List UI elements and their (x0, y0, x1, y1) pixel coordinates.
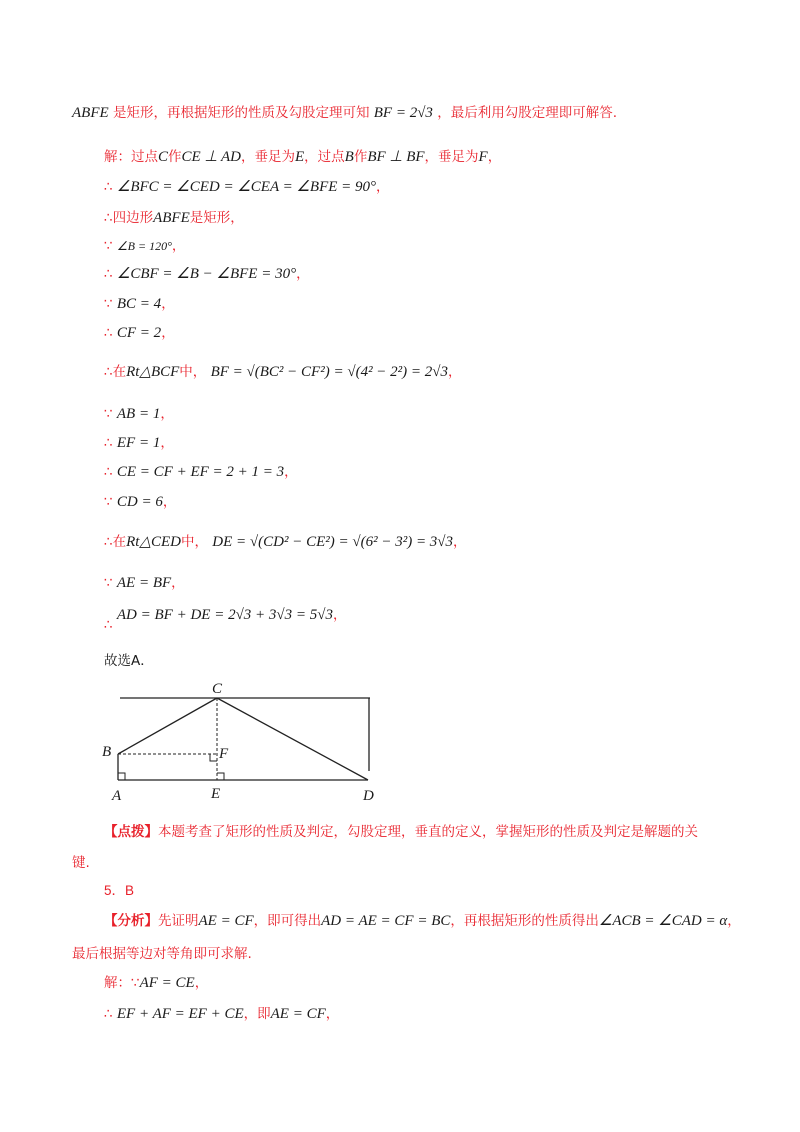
analysis-text: ， (727, 913, 741, 929)
geometry-figure (100, 676, 390, 806)
punct: ， (162, 494, 177, 510)
punct: ， (161, 325, 175, 341)
math-bf: BF = 2√3 (373, 105, 433, 121)
therefore-symbol: ∴ (104, 325, 113, 341)
comment-text: 键. (72, 855, 90, 871)
because-symbol: ∵ (104, 406, 113, 422)
step-line (104, 605, 347, 633)
step-text: 中， (180, 534, 208, 550)
answer-text: 故选A． (104, 653, 154, 669)
punct: ， (284, 464, 298, 480)
comment-line-1 (104, 822, 698, 842)
punct: ， (333, 607, 347, 623)
point-f: F (478, 149, 488, 165)
punct: ， (160, 435, 174, 451)
intro-text-2: ，最后利用勾股定理即可解答. (437, 105, 618, 121)
step-line (104, 532, 467, 552)
label-c: C (212, 681, 223, 697)
therefore-symbol: ∴ (104, 534, 113, 550)
therefore-symbol: ∴ (104, 179, 113, 195)
analysis-text: ，再根据矩形的性质得出 (450, 913, 599, 929)
step-line (104, 208, 244, 228)
step-math: CD = 6 (116, 494, 163, 510)
therefore-symbol: ∴ (104, 266, 113, 282)
analysis-text: 最后根据等边对等角即可求解. (72, 946, 252, 962)
step-math: ∠BFC = ∠CED = ∠CEA = ∠BFE = 90° (116, 179, 377, 195)
step-text: 是矩形， (189, 210, 244, 226)
comment-text: 本题考查了矩形的性质及判定，勾股定理，垂直的定义，掌握矩形的性质及判定是解题的关 (158, 824, 698, 840)
step-math: AB = 1 (116, 406, 161, 422)
step-math: AE = CF (270, 1006, 326, 1022)
punct: ， (325, 1006, 340, 1022)
because-symbol: ∵ (104, 575, 113, 591)
step-text: 在 (112, 364, 127, 380)
comment-line-2 (72, 853, 90, 873)
step-line (104, 236, 185, 256)
step-line (104, 264, 310, 284)
therefore-symbol: ∴ (104, 1006, 113, 1022)
analysis-tag: 【分析】 (104, 913, 158, 929)
step-line (104, 573, 185, 593)
right-angle-e (217, 773, 224, 780)
step-math: ∠CBF = ∠B − ∠BFE = 30° (116, 266, 297, 282)
segment-bc (118, 698, 217, 754)
point-c: C (158, 149, 169, 165)
therefore-symbol: ∴ (104, 435, 113, 451)
punct: ， (161, 296, 175, 312)
right-angle-a (118, 773, 125, 780)
label-a: A (112, 788, 122, 804)
therefore-symbol: ∴ (104, 210, 113, 226)
step-math: DE = √(CD² − CE²) = √(6² − 3²) = 3√3 (212, 534, 454, 550)
therefore-symbol: ∴ (104, 364, 113, 380)
solution-text: 解：∵ (104, 975, 140, 991)
step-line (104, 362, 462, 382)
step-math: EF + AF = EF + CE (116, 1006, 244, 1022)
step-line (104, 323, 175, 343)
sol-text: ，过点 (304, 149, 345, 165)
point-b: B (344, 149, 354, 165)
step-math: CE = CF + EF = 2 + 1 = 3 (116, 464, 285, 480)
punct: ， (376, 179, 390, 195)
punct: ， (453, 534, 467, 550)
sol-text: 解：过点 (104, 149, 158, 165)
q5-number (104, 881, 134, 901)
answer-line (104, 651, 154, 671)
step-text: 中， (179, 364, 207, 380)
step-text: 四边形 (112, 210, 154, 226)
because-symbol: ∵ (104, 494, 113, 510)
analysis-math: ∠ACB = ∠CAD = α (598, 913, 728, 929)
q5-solution-line (104, 973, 208, 993)
step-line (104, 177, 390, 197)
q5-answer: 5．B (104, 883, 135, 898)
solution-start-line (104, 147, 501, 167)
step-line (104, 404, 174, 424)
because-symbol: ∵ (104, 238, 113, 254)
step-line (104, 433, 174, 453)
step-math: AE = BF (116, 575, 172, 591)
step-math: AD = BF + DE = 2√3 + 3√3 = 5√3 (116, 607, 334, 623)
comment-tag: 【点拨】 (104, 824, 158, 840)
punct: ， (296, 266, 310, 282)
point-e: E (294, 149, 305, 165)
analysis-math: AD = AE = CF = BC (321, 913, 451, 929)
math-abfe: ABFE (72, 105, 109, 121)
step-line (104, 294, 175, 314)
step-math: ∠B = 120° (116, 239, 172, 253)
punct: ， (171, 575, 185, 591)
step-line (104, 492, 176, 512)
analysis-text: ，即可得出 (253, 913, 322, 929)
segment-cd (217, 698, 368, 780)
label-e: E (211, 786, 221, 802)
sol-text: ，垂足为 (240, 149, 295, 165)
step-math: BF = √(BC² − CF²) = √(4² − 2²) = 2√3 (210, 364, 449, 380)
triangle-label: Rt△BCF (126, 364, 180, 380)
step-text: 在 (112, 534, 127, 550)
punct: ， (171, 238, 186, 254)
label-d: D (363, 788, 374, 804)
step-math: CF = 2 (116, 325, 162, 341)
q5-analysis-line-2 (72, 944, 252, 964)
math-bf-perp: BF ⊥ BF (367, 149, 425, 165)
intro-line (72, 103, 617, 123)
punct: ， (448, 364, 462, 380)
q5-step-line (104, 1004, 339, 1024)
step-math: EF = 1 (116, 435, 161, 451)
label-b: B (102, 744, 112, 760)
analysis-text: 先证明 (158, 913, 199, 929)
sol-text: ，垂足为 (424, 149, 479, 165)
therefore-symbol: ∴ (104, 464, 113, 480)
punct: ， (194, 975, 209, 991)
step-text: ，即 (243, 1006, 271, 1022)
therefore-symbol: ∴ (104, 617, 113, 633)
because-symbol: ∵ (104, 296, 113, 312)
math-ce-perp: CE ⊥ AD (181, 149, 241, 165)
label-f: F (219, 746, 229, 762)
right-angle-f (210, 754, 217, 761)
sol-text: ， (487, 149, 502, 165)
analysis-math: AE = CF (198, 913, 254, 929)
sol-text: 作 (168, 149, 182, 165)
sol-text: 作 (353, 149, 368, 165)
triangle-label: Rt△CED (126, 534, 181, 550)
punct: ， (160, 406, 174, 422)
step-math: BC = 4 (116, 296, 162, 312)
step-line (104, 462, 298, 482)
q5-analysis-line-1 (104, 911, 741, 931)
step-math: ABFE (153, 210, 190, 226)
solution-math: AF = CE (139, 975, 195, 991)
intro-text-1: 是矩形，再根据矩形的性质及勾股定理可知 (112, 105, 370, 121)
